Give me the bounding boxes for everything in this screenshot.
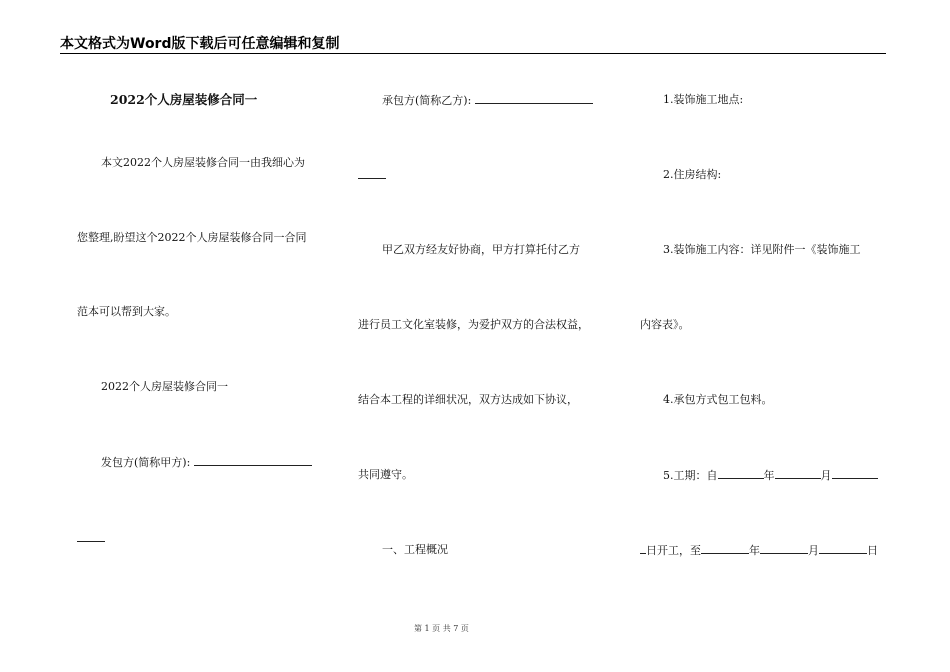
item-schedule-line-2 <box>640 544 878 556</box>
day-blank <box>832 469 878 479</box>
header-divider <box>60 53 886 54</box>
agreement-line-2: 进行员工文化室装修，为爱护双方的合法权益， <box>358 318 589 331</box>
intro-line-2: 您整理,盼望这个2022个人房屋装修合同一合同 <box>77 231 307 244</box>
party-b-blank <box>475 94 593 104</box>
year-blank <box>718 469 764 479</box>
item-schedule-line-1 <box>663 469 878 481</box>
party-a-blank-continued <box>77 532 105 544</box>
party-b-text: 承包方(简称乙方): <box>382 94 472 107</box>
schedule-from: 5.工期：自 <box>663 469 718 482</box>
page-number: 第 1 页 共 7 页 <box>414 624 469 633</box>
day-label: 日 <box>867 544 878 557</box>
subtitle: 2022个人房屋装修合同一 <box>101 380 228 393</box>
year-blank <box>701 544 749 554</box>
schedule-start-to: 日开工，至 <box>646 544 701 557</box>
month-blank <box>760 544 808 554</box>
document-title: 2022个人房屋装修合同一 <box>110 92 258 107</box>
item-contract-method: 4.承包方式包工包料。 <box>663 393 773 406</box>
item-content-line-2: 内容表》。 <box>640 318 690 331</box>
agreement-line-1: 甲乙双方经友好协商，甲方打算托付乙方 <box>382 243 580 256</box>
month-label: 月 <box>820 469 832 482</box>
section-heading-1: 一、工程概况 <box>382 543 448 556</box>
intro-line-3: 范本可以帮到大家。 <box>77 305 176 318</box>
year-label: 年 <box>763 469 775 482</box>
party-a-text: 发包方(简称甲方): <box>101 456 191 469</box>
item-housing-structure: 2.住房结构: <box>663 168 722 181</box>
party-a-blank <box>194 456 312 466</box>
party-a-label <box>101 456 312 468</box>
year-label: 年 <box>749 544 760 557</box>
blank-line <box>77 532 105 542</box>
intro-line-1: 本文2022个人房屋装修合同一由我细心为 <box>101 156 305 169</box>
day-blank <box>819 544 867 554</box>
month-label: 月 <box>808 544 819 557</box>
blank-line <box>358 169 386 179</box>
agreement-line-4: 共同遵守。 <box>358 468 413 481</box>
party-b-blank-continued <box>358 169 386 181</box>
party-b-label <box>382 94 593 106</box>
month-blank <box>775 469 821 479</box>
agreement-line-3: 结合本工程的详细状况，双方达成如下协议， <box>358 393 578 406</box>
item-construction-site: 1.装饰施工地点: <box>663 93 744 106</box>
document-header: 本文格式为Word版下载后可任意编辑和复制 <box>60 36 340 52</box>
item-content-line-1: 3.装饰施工内容：详见附件一《装饰施工 <box>663 243 861 256</box>
